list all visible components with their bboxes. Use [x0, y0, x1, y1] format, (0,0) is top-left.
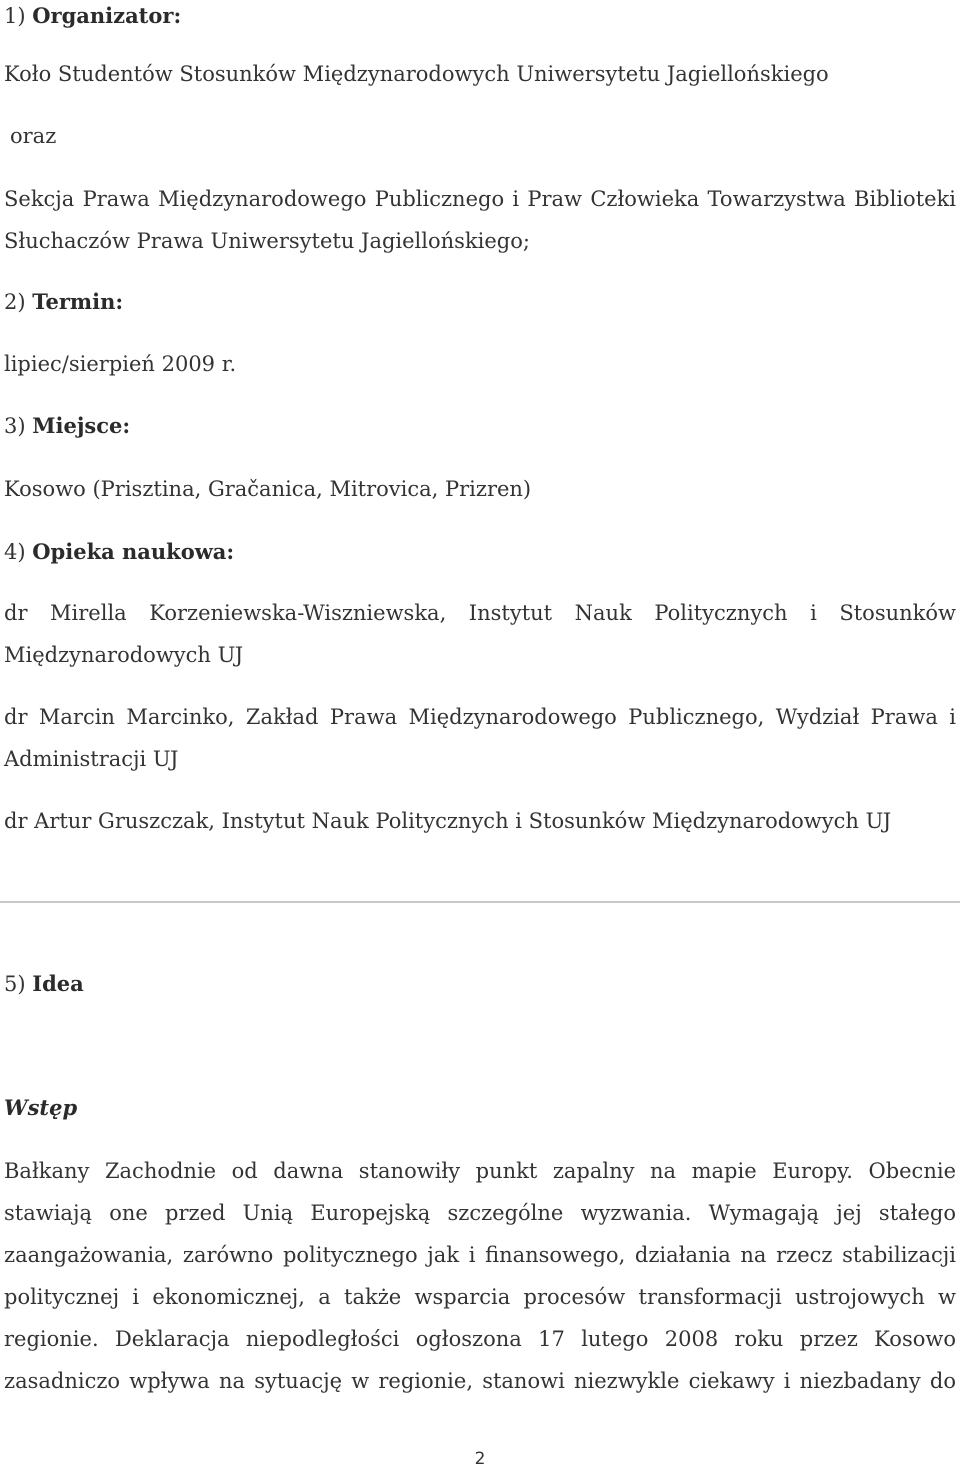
supervisor-line: Międzynarodowych UJ	[4, 643, 244, 667]
section-heading-supervision	[4, 538, 956, 566]
section-heading-place	[4, 412, 956, 440]
organizer-line: Słuchaczów Prawa Uniwersytetu Jagiellońskiego;	[4, 229, 530, 253]
subsection-title: Wstęp	[4, 1095, 78, 1120]
section-heading-term	[4, 288, 956, 316]
supervisor-line: dr Mirella Korzeniewska-Wiszniewska, Instytut Nauk Politycznych i Stosunków	[4, 601, 956, 625]
supervisor-line: Administracji UJ	[4, 747, 179, 771]
subsection-heading-intro	[4, 1094, 956, 1122]
section-number: 1)	[4, 4, 26, 28]
organizer-line: Sekcja Prawa Międzynarodowego Publicznego i Praw Człowieka Towarzystwa Biblioteki	[4, 187, 956, 211]
section-title: Idea	[32, 971, 84, 996]
section-number: 4)	[4, 540, 26, 564]
paragraph-line: Bałkany Zachodnie od dawna stanowiły punkt zapalny na mapie Europy. Obecnie	[4, 1159, 956, 1183]
section-title: Opieka naukowa:	[32, 539, 235, 564]
connector-text: oraz	[10, 124, 57, 148]
paragraph-line: politycznej i ekonomicznej, a także wsparcia procesów transformacji ustrojowych w	[4, 1285, 956, 1309]
section-heading-organizer	[4, 2, 956, 30]
organizer-line: Koło Studentów Stosunków Międzynarodowych Uniwersytetu Jagiellońskiego	[4, 62, 829, 86]
supervisor-line: dr Marcin Marcinko, Zakład Prawa Międzynarodowego Publicznego, Wydział Prawa i	[4, 705, 956, 729]
section-number: 3)	[4, 414, 26, 438]
section-heading-idea	[4, 970, 956, 998]
paragraph-line: zasadniczo wpływa na sytuację w regionie, stanowi niezwykle ciekawy i niezbadany do	[4, 1369, 956, 1393]
section-title: Organizator:	[32, 3, 182, 28]
section-number: 2)	[4, 290, 26, 314]
page-number: 2	[474, 1449, 486, 1469]
supervisor-line: dr Artur Gruszczak, Instytut Nauk Politycznych i Stosunków Międzynarodowych UJ	[4, 809, 892, 833]
term-value: lipiec/sierpień 2009 r.	[4, 352, 237, 376]
paragraph-line: regionie. Deklaracja niepodległości ogłoszona 17 lutego 2008 roku przez Kosowo	[4, 1327, 956, 1351]
paragraph-line: stawiają one przed Unią Europejską szczególne wyzwania. Wymagają jej stałego	[4, 1201, 956, 1225]
paragraph-line: zaangażowania, zarówno politycznego jak i finansowego, działania na rzecz stabilizacji	[4, 1243, 956, 1267]
section-number: 5)	[4, 972, 26, 996]
horizontal-divider	[0, 901, 960, 903]
place-value: Kosowo (Prisztina, Gračanica, Mitrovica, Prizren)	[4, 477, 532, 501]
section-title: Miejsce:	[32, 413, 131, 438]
section-title: Termin:	[32, 289, 124, 314]
